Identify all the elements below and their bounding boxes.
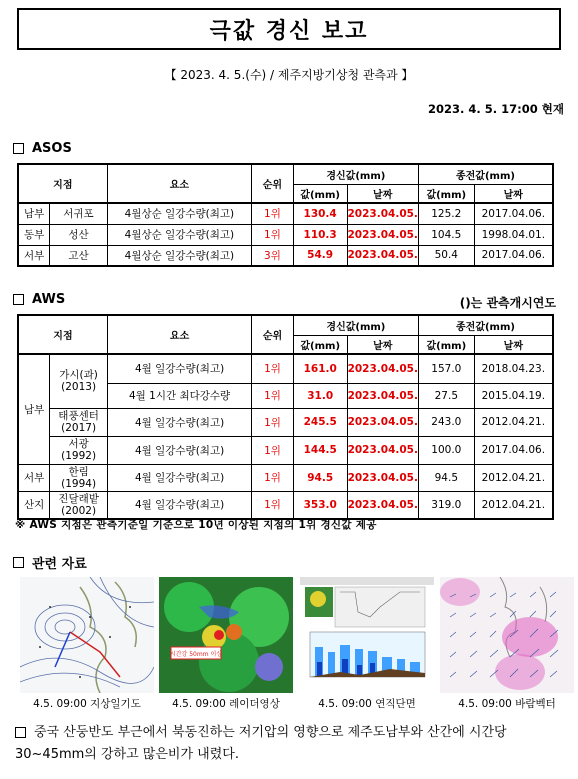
summary-paragraph xyxy=(15,722,565,766)
station-cell: 고산 xyxy=(50,245,107,266)
header-rank: 순위 xyxy=(252,164,294,203)
element-cell: 4월 일강수량(최고) xyxy=(107,464,251,491)
header-new-date: 날짜 xyxy=(347,184,418,203)
header-old-value: 값(mm) xyxy=(418,335,474,354)
header-rank: 순위 xyxy=(252,315,294,354)
new-value-cell: 31.0 xyxy=(293,383,347,408)
caption-surface-map: 4.5. 09:00 지상일기도 xyxy=(33,698,141,710)
old-date-cell: 2012.04.21. xyxy=(474,408,553,436)
new-value-cell: 353.0 xyxy=(293,491,347,519)
old-date-cell: 2015.04.19. xyxy=(474,383,553,408)
element-cell: 4월상순 일강수량(최고) xyxy=(107,224,251,245)
station-name: 한림 xyxy=(68,465,89,478)
station-year: (2002) xyxy=(61,504,97,517)
aws-section-title: AWS xyxy=(32,292,66,307)
surface-weather-map-image xyxy=(20,577,154,693)
header-new: 경신값(mm) xyxy=(293,315,418,335)
station-cell xyxy=(50,491,108,519)
old-date-cell: 2018.04.23. xyxy=(474,354,553,383)
asos-section-title: ASOS xyxy=(32,141,72,156)
old-value-cell: 27.5 xyxy=(418,383,474,408)
region-cell: 서부 xyxy=(18,245,50,266)
header-old-date: 날짜 xyxy=(474,335,553,354)
checkbox-square-icon xyxy=(13,557,24,568)
region-cell: 동부 xyxy=(18,224,50,245)
header-station: 지점 xyxy=(18,315,107,354)
table-row xyxy=(18,464,553,491)
old-value-cell: 50.4 xyxy=(418,245,474,266)
region-cell: 산지 xyxy=(18,491,50,519)
new-date-cell: 2023.04.05. xyxy=(347,203,418,224)
vertical-cross-section-image xyxy=(300,577,434,693)
new-date-cell: 2023.04.05. xyxy=(347,408,418,436)
old-value-cell: 94.5 xyxy=(418,464,474,491)
caption-cross-section: 4.5. 09:00 연직단면 xyxy=(318,698,416,710)
station-year: (2017) xyxy=(61,422,97,434)
title-text: 극값 경신 보고 xyxy=(209,18,369,44)
asos-table xyxy=(17,163,554,267)
rank-cell: 1위 xyxy=(252,354,294,383)
new-date-cell: 2023.04.05. xyxy=(347,354,418,383)
new-value-cell: 161.0 xyxy=(293,354,347,383)
station-cell xyxy=(50,408,108,436)
new-value-cell: 54.9 xyxy=(293,245,347,266)
table-row xyxy=(18,245,553,266)
station-year: (1992) xyxy=(61,450,97,462)
rank-cell: 1위 xyxy=(252,491,294,519)
header-old: 종전값(mm) xyxy=(418,164,553,184)
checkbox-square-icon xyxy=(15,727,26,738)
element-cell: 4월상순 일강수량(최고) xyxy=(107,245,251,266)
element-cell: 4월 일강수량(최고) xyxy=(107,491,251,519)
old-date-cell: 2012.04.21. xyxy=(474,464,553,491)
region-cell: 남부 xyxy=(18,203,50,224)
as-of-time: 2023. 4. 5. 17:00 현재 xyxy=(428,102,564,116)
rank-cell: 1위 xyxy=(252,224,294,245)
station-cell: 서귀포 xyxy=(50,203,107,224)
table-row xyxy=(18,224,553,245)
station-name: 진달래밭 xyxy=(58,492,99,505)
new-value-cell: 110.3 xyxy=(293,224,347,245)
old-value-cell: 157.0 xyxy=(418,354,474,383)
caption-radar: 4.5. 09:00 레이더영상 xyxy=(172,698,280,710)
element-cell: 4월 일강수량(최고) xyxy=(107,408,251,436)
new-value-cell: 144.5 xyxy=(293,436,347,464)
station-cell xyxy=(50,464,108,491)
radar-image xyxy=(159,577,293,693)
station-cell: 성산 xyxy=(50,224,107,245)
table-row xyxy=(18,408,553,436)
table-row xyxy=(18,436,553,464)
rank-cell: 1위 xyxy=(252,383,294,408)
new-value-cell: 245.5 xyxy=(293,408,347,436)
aws-section-header xyxy=(13,292,65,307)
element-cell: 4월 일강수량(최고) xyxy=(107,436,251,464)
station-cell xyxy=(50,354,108,408)
rank-cell: 1위 xyxy=(252,464,294,491)
new-value-cell: 130.4 xyxy=(293,203,347,224)
station-name: 서광 xyxy=(68,438,89,450)
header-old: 종전값(mm) xyxy=(418,315,553,335)
old-date-cell: 1998.04.01. xyxy=(474,224,553,245)
old-value-cell: 125.2 xyxy=(418,203,474,224)
wind-vector-image xyxy=(440,577,574,693)
header-new-value: 값(mm) xyxy=(293,335,347,354)
region-cell: 남부 xyxy=(18,354,50,464)
element-cell: 4월 일강수량(최고) xyxy=(107,354,251,383)
rank-cell: 1위 xyxy=(252,436,294,464)
station-name: 가시(과) xyxy=(59,369,98,382)
aws-table xyxy=(17,314,554,520)
subtitle: 【 2023. 4. 5.(수) / 제주지방기상청 관측과 】 xyxy=(164,68,414,82)
old-date-cell: 2017.04.06. xyxy=(474,245,553,266)
observation-start-note: ()는 관측개시연도 xyxy=(459,296,556,310)
new-date-cell: 2023.04.05. xyxy=(347,383,418,408)
region-cell: 서부 xyxy=(18,464,50,491)
footnote: ※ AWS 지점은 관측기준일 기준으로 10년 이상된 지점의 1위 경신값 제공 xyxy=(15,519,377,531)
related-images xyxy=(20,577,560,693)
old-value-cell: 100.0 xyxy=(418,436,474,464)
element-cell: 4월상순 일강수량(최고) xyxy=(107,203,251,224)
new-date-cell: 2023.04.05. xyxy=(347,224,418,245)
new-date-cell: 2023.04.05. xyxy=(347,436,418,464)
new-value-cell: 94.5 xyxy=(293,464,347,491)
rank-cell: 3위 xyxy=(252,245,294,266)
header-old-date: 날짜 xyxy=(474,184,553,203)
summary-text: 중국 산둥반도 부근에서 북동진하는 저기압의 영향으로 제주도남부와 산간에 시간당 30~45mm의 강하고 많은비가 내렸다. xyxy=(15,725,507,762)
old-value-cell: 243.0 xyxy=(418,408,474,436)
page-title xyxy=(17,8,561,50)
old-value-cell: 104.5 xyxy=(418,224,474,245)
rank-cell: 1위 xyxy=(252,203,294,224)
header-old-value: 값(mm) xyxy=(418,184,474,203)
old-date-cell: 2012.04.21. xyxy=(474,491,553,519)
caption-wind-vector: 4.5. 09:00 바람벡터 xyxy=(458,698,556,710)
old-date-cell: 2017.04.06. xyxy=(474,436,553,464)
new-date-cell: 2023.04.05. xyxy=(347,245,418,266)
checkbox-square-icon xyxy=(13,143,24,154)
header-station: 지점 xyxy=(18,164,107,203)
station-name: 태풍센터 xyxy=(58,410,99,422)
table-row xyxy=(18,491,553,519)
header-new-value: 값(mm) xyxy=(293,184,347,203)
checkbox-square-icon xyxy=(13,294,24,305)
station-cell xyxy=(50,436,108,464)
table-row xyxy=(18,203,553,224)
asos-section-header xyxy=(13,141,72,156)
radar-label: 시간강 50mm 이상 xyxy=(169,651,223,658)
table-row xyxy=(18,354,553,383)
header-element: 요소 xyxy=(107,315,251,354)
related-section-header xyxy=(13,553,87,572)
related-section-title: 관련 자료 xyxy=(32,557,87,572)
header-new-date: 날짜 xyxy=(347,335,418,354)
station-year: (2013) xyxy=(61,381,97,394)
old-date-cell: 2017.04.06. xyxy=(474,203,553,224)
new-date-cell: 2023.04.05. xyxy=(347,464,418,491)
station-year: (1994) xyxy=(61,477,97,490)
header-new: 경신값(mm) xyxy=(293,164,418,184)
element-cell: 4월 1시간 최다강수량 xyxy=(107,383,251,408)
old-value-cell: 319.0 xyxy=(418,491,474,519)
rank-cell: 1위 xyxy=(252,408,294,436)
header-element: 요소 xyxy=(107,164,251,203)
new-date-cell: 2023.04.05. xyxy=(347,491,418,519)
